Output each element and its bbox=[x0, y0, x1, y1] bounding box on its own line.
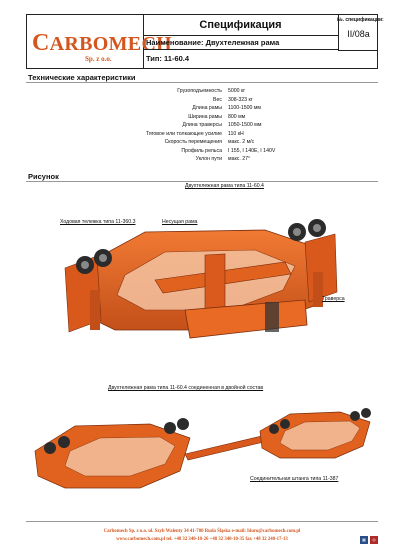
drawing-heading: Рисунок bbox=[28, 172, 59, 181]
document-title: Спецификация bbox=[143, 15, 338, 36]
spec-key: Грузоподъемность bbox=[177, 88, 222, 94]
spec-row bbox=[60, 138, 370, 147]
spec-number-cell bbox=[337, 15, 384, 51]
spec-row bbox=[60, 130, 370, 139]
spec-value: I 155, I 140E, I 140V bbox=[228, 147, 276, 154]
spec-key: Длина траверсы bbox=[182, 122, 222, 128]
specs-divider bbox=[26, 82, 378, 83]
spec-value: 5000 кг bbox=[228, 88, 246, 94]
spec-value: 1100-1500 мм bbox=[228, 105, 261, 111]
spec-row bbox=[60, 121, 370, 130]
logo-subtitle: Sp. z o.o. bbox=[85, 55, 112, 63]
spec-value: макс. 2 м/с bbox=[228, 139, 255, 145]
footer-contacts: www.carbomech.com.pl tel. +48 32 340-10-26 +48 32 340-10-35 fax +48 32 240-17-13 bbox=[116, 537, 288, 542]
spec-row bbox=[60, 104, 370, 113]
specs-table bbox=[60, 87, 370, 164]
spec-value: 308-323 кг bbox=[228, 96, 253, 103]
spec-value: 110 кН bbox=[228, 130, 244, 137]
spec-row bbox=[60, 87, 370, 96]
spec-key: Ширина рамы bbox=[188, 113, 222, 120]
footer-address: Carbomech Sp. z o.o. ul. Szyb Walenty 34 41-700 Ruda Śląska e-mail: biuro@carbomech.com.pl bbox=[103, 529, 301, 534]
spec-number-label: №. спецификации: bbox=[337, 17, 384, 23]
trolley-label: Ходовая тележка типа 11-360.3 bbox=[60, 219, 136, 225]
spec-key: Скорость перемещения bbox=[164, 139, 222, 145]
spec-value: макс. 27° bbox=[228, 156, 251, 162]
spec-key: Уклон пути bbox=[195, 156, 222, 162]
logo-wordmark: CARBOMECH bbox=[32, 30, 173, 56]
product-name: Наименование: Двухтележная рама bbox=[143, 35, 338, 50]
connecting-rod-label: Соединительная штанга типа 11-387 bbox=[250, 476, 339, 482]
drawing-divider bbox=[26, 181, 378, 182]
top-drawing-caption: Двухтележная рама типа 11-60.4 bbox=[185, 183, 264, 189]
spec-row bbox=[60, 155, 370, 164]
single-frame-illustration bbox=[55, 190, 345, 370]
spec-value: 1050-1500 мм bbox=[228, 122, 262, 128]
spec-row bbox=[60, 113, 370, 122]
spec-row bbox=[60, 147, 370, 156]
spec-key: Вес bbox=[213, 96, 222, 103]
iso-icon: ◎ bbox=[370, 536, 378, 544]
spec-value: 800 мм bbox=[228, 113, 246, 120]
specs-heading: Технические характеристики bbox=[28, 73, 136, 82]
spec-key: Длина рамы bbox=[192, 105, 222, 111]
footer-icons bbox=[360, 528, 380, 546]
traverse-label: Траверса bbox=[322, 296, 345, 302]
spec-number-value: II/08a bbox=[347, 29, 370, 39]
footer-divider bbox=[26, 521, 378, 522]
product-type: Тип: 11-60.4 bbox=[146, 54, 190, 63]
bottom-drawing-caption: Двухтележная рама типа 11-60.4 соединенная в двойной состав bbox=[108, 385, 264, 391]
spec-key: Тяговое или толкающее усилие bbox=[145, 130, 222, 137]
footer bbox=[0, 526, 400, 556]
frame-label: Несущая рама bbox=[162, 219, 198, 225]
header-table bbox=[26, 14, 384, 69]
grid-icon: ▦ bbox=[360, 536, 368, 544]
spec-row bbox=[60, 96, 370, 105]
spec-key: Профиль рельса bbox=[181, 147, 222, 154]
